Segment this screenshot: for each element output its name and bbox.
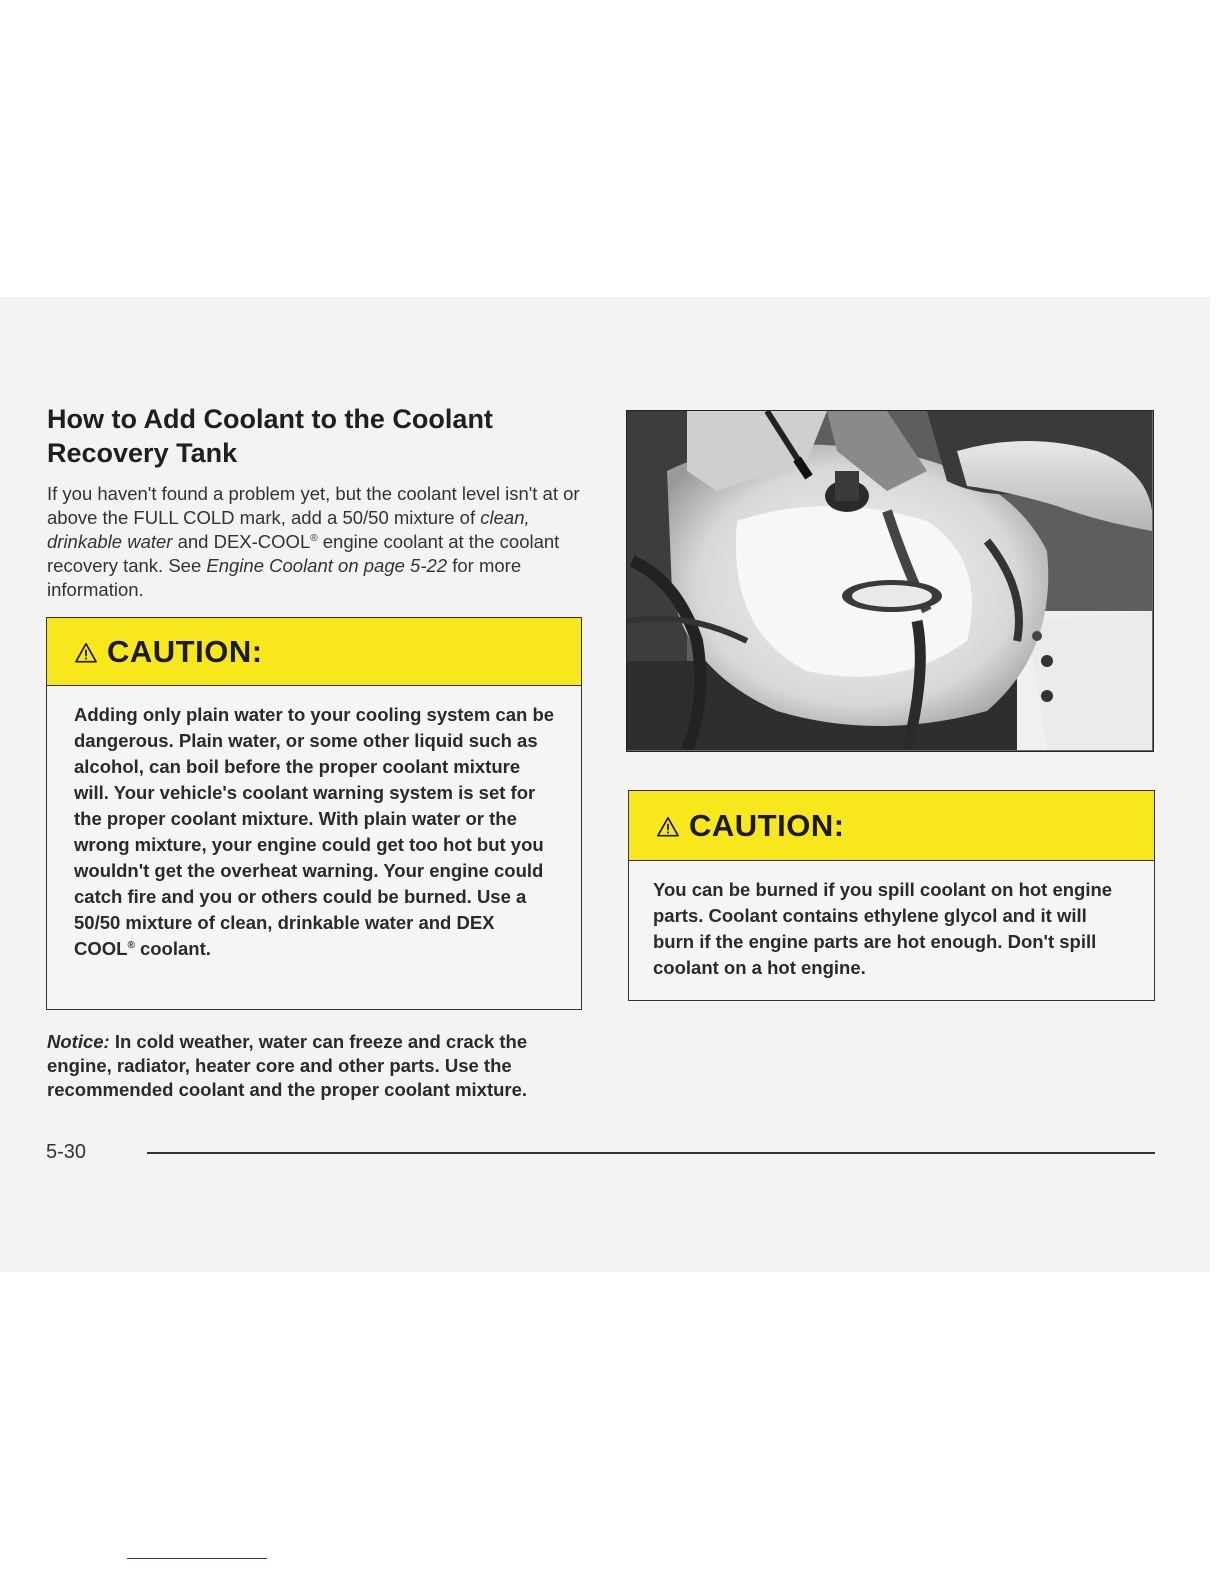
section-title: How to Add Coolant to the Coolant Recovery Tank [47,404,493,468]
page-number: 5-30 [46,1141,87,1163]
intro-paragraph [47,482,587,602]
photo-illustration [627,411,1152,750]
notice-text: In cold weather, water can freeze and crack the engine, radiator, heater core and other parts. Use the recommended coolant and the proper coolant mixture. [47,1031,528,1100]
caution-box-right [628,790,1155,1001]
caution-body-text: Adding only plain water to your cooling system can be dangerous. Plain water, or some other liquid such as alcohol, can boil before the proper coolant mixture will. Your vehicle's coolant warning system is set for the proper coolant mixture. With plain water or the wrong mixture, your engine could get too hot but you wouldn't get the overheat warning. Your engine could catch fire and you or others could be burned. Use a 50/50 mixture of clean, drinkable water and DEX COOL [74,704,555,959]
intro-link-engine-coolant[interactable]: Engine Coolant on page 5-22 [206,555,448,576]
intro-emphasis-water: clean, drinkable water [47,507,530,552]
intro-text-2: and DEX-COOL [172,531,311,552]
intro-text-3: engine coolant at the coolant recovery tank. See [47,531,560,576]
caution-body: You can be burned if you spill coolant on hot engine parts. Coolant contains ethylene glycol and it will burn if the engine parts are hot enough. Don't spill coolant on a hot engine. [653,879,1113,978]
bottom-divider [127,1558,267,1559]
caution-box-left [46,617,582,1010]
caution-body [47,686,581,962]
warning-triangle-icon [75,642,97,664]
warning-triangle-icon [657,816,679,838]
caution-body-end: coolant. [134,938,211,959]
registered-mark: ® [127,939,135,951]
notice-paragraph [47,1030,592,1102]
caution-header [629,791,1154,861]
engine-coolant-tank-photo [626,410,1154,752]
caution-header [47,618,581,686]
intro-text-1: If you haven't found a problem yet, but the coolant level isn't at or above the FULL COLD mark, add a 50/50 mixture of [47,483,580,528]
footer-divider [147,1152,1155,1154]
caution-title: CAUTION: [689,807,845,843]
notice-label: Notice: [47,1031,110,1052]
registered-mark: ® [310,532,318,544]
intro-text-4: for more information. [47,555,522,600]
caution-title: CAUTION: [107,633,263,669]
